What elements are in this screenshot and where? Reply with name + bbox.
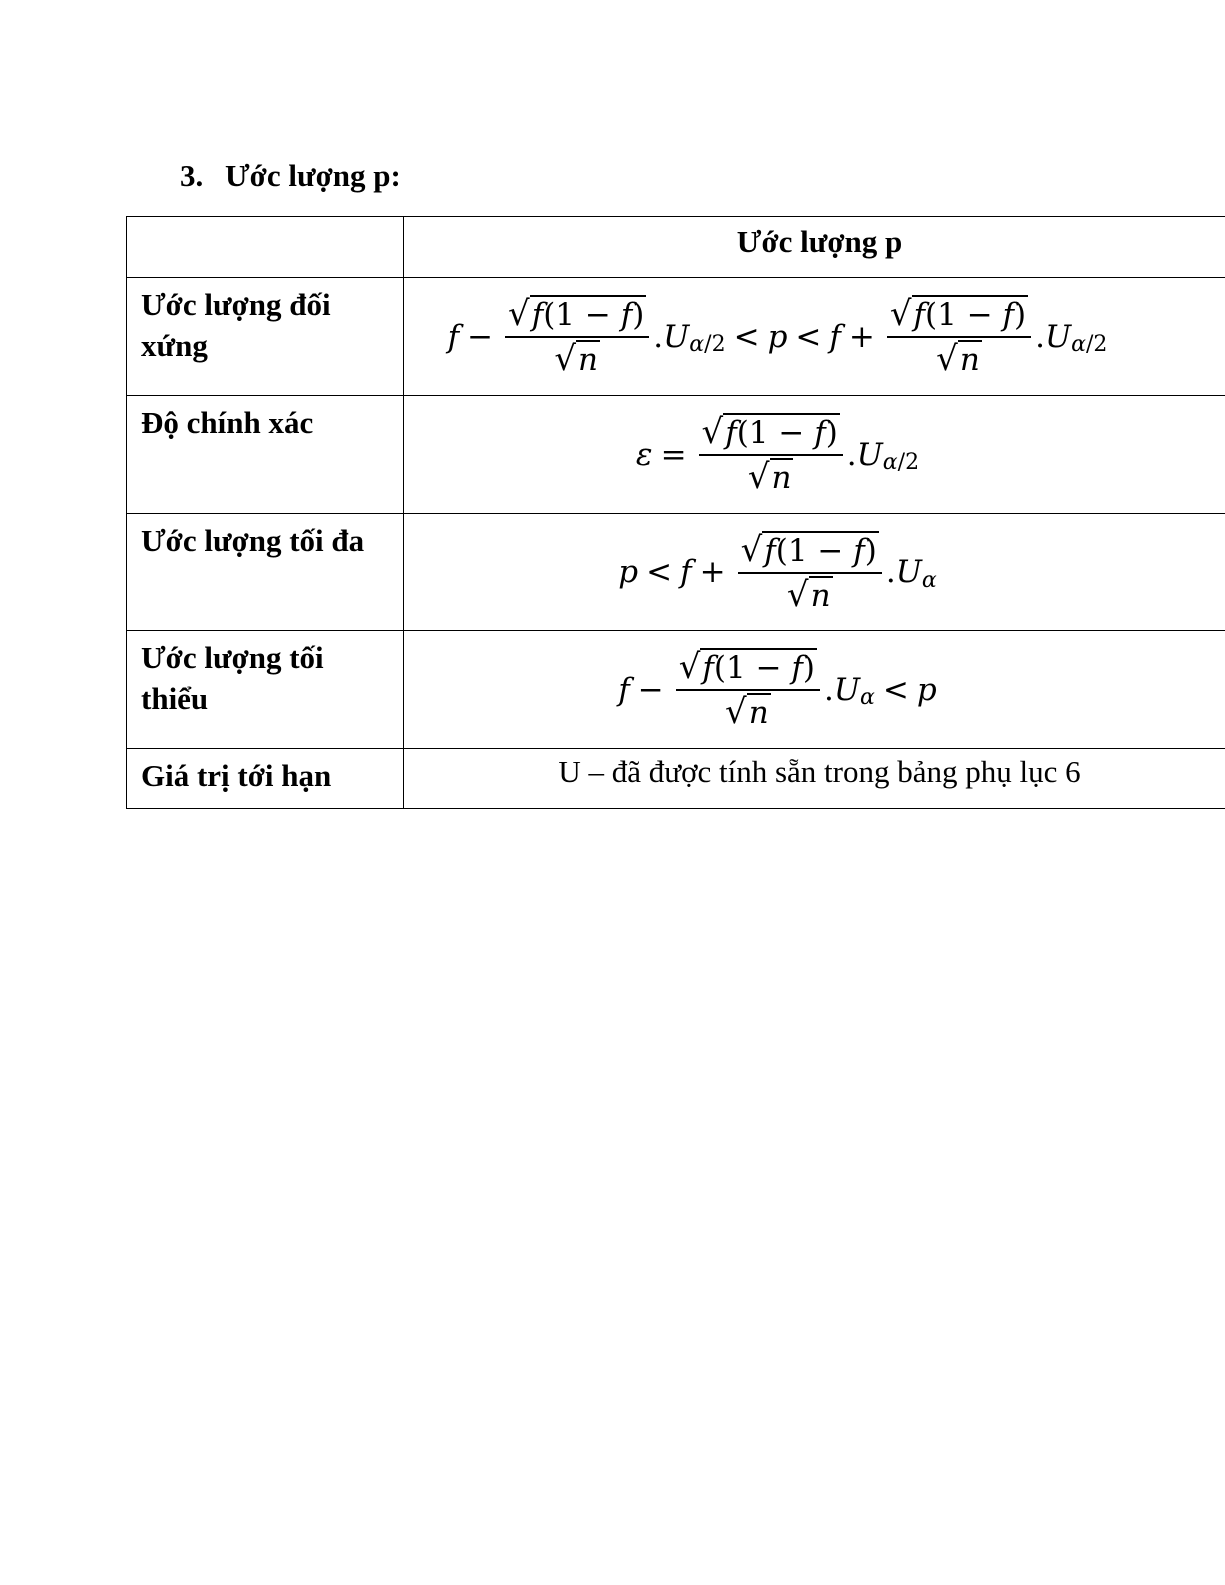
table-row: [127, 278, 1225, 396]
formula-precision: ε = √ f(1 − f) √ n . U α/2: [635, 412, 920, 497]
row-formula-lower: [404, 631, 1225, 749]
header-title-cell: Ước lượng p: [404, 217, 1225, 278]
critical-value-text: U – đã được tính sẵn trong bảng phụ lục 6: [558, 754, 1081, 789]
row-label-precision: Độ chính xác: [127, 396, 404, 514]
table-row: [127, 514, 1225, 631]
row-label-critical: Giá trị tới hạn: [127, 749, 404, 809]
section-heading: [180, 156, 401, 196]
row-label-lower: Ước lượng tối thiểu: [127, 631, 404, 749]
row-formula-upper: [404, 514, 1225, 631]
section-number: 3.: [180, 158, 204, 193]
table-row: [127, 749, 1225, 809]
header-empty-cell: [127, 217, 404, 278]
row-formula-symmetric: [404, 278, 1225, 396]
row-formula-precision: [404, 396, 1225, 514]
table-row: [127, 396, 1225, 514]
row-label-symmetric: Ước lượng đối xứng: [127, 278, 404, 396]
table-header-row: [127, 217, 1225, 278]
section-title: Ước lượng p:: [225, 158, 401, 193]
estimation-table: [126, 216, 1225, 809]
table-row: [127, 631, 1225, 749]
formula-upper: p < f + √ f(1 − f) √ n . U α: [618, 529, 937, 615]
formula-symmetric: f − √ f(1 − f) √ n . U α/2 < p < f + √ f(1 − f) √ n . U α/2: [447, 294, 1108, 379]
formula-lower: f − √ f(1 − f) √ n . U α < p: [618, 647, 937, 732]
row-label-upper: Ước lượng tối đa: [127, 514, 404, 631]
row-value-critical: [404, 749, 1225, 809]
